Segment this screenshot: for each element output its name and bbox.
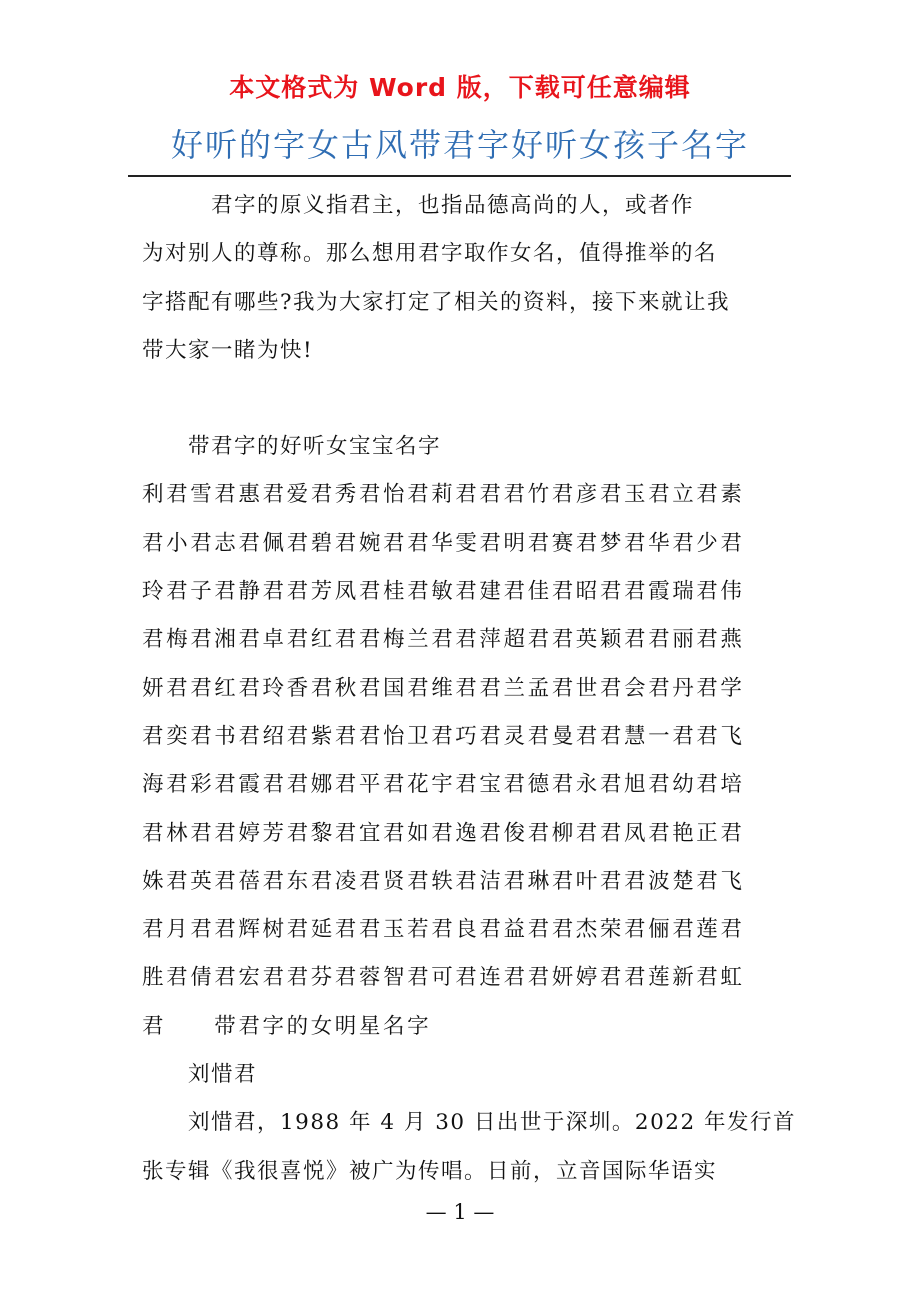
name-line: 君小君志君佩君碧君婉君君华雯君明君赛君梦君华君少君 — [142, 530, 745, 556]
name-line: 海君彩君霞君君娜君平君花宇君宝君德君永君旭君幼君培 — [142, 772, 745, 798]
name-line: 利君雪君惠君爱君秀君怡君莉君君君竹君彦君玉君立君素 — [142, 482, 745, 508]
name-line: 妍君君红君玲香君秋君国君维君君兰孟君世君会君丹君学 — [142, 675, 745, 701]
name-line-with-heading: 君 带君字的女明星名字 — [142, 1013, 432, 1039]
star-subheading: 刘惜君 — [142, 1062, 258, 1088]
document-title: 好听的字女古风带君字好听女孩子名字 — [170, 126, 749, 164]
text-line: 带大家一睹为快! — [142, 337, 314, 363]
blank-line — [142, 375, 782, 423]
name-line: 胜君倩君宏君君芬君蓉智君可君连君君妍婷君君莲新君虹 — [142, 965, 745, 991]
text-line: 君字的原义指君主，也指品德高尚的人，或者作 — [142, 193, 695, 218]
name-line: 姝君英君蓓君东君凌君贤君轶君洁君琳君叶君君波楚君飞 — [142, 868, 745, 894]
name-list — [142, 471, 782, 1051]
intro-paragraph — [142, 182, 782, 375]
bio-line: 刘惜君，1988 年 4 月 30 日出世于深圳。2022 年发行首 — [142, 1110, 796, 1136]
name-line: 君奕君书君绍君紫君君怡卫君巧君灵君曼君君慧一君君飞 — [142, 723, 745, 749]
name-line: 玲君子君静君君芳凤君桂君敏君建君佳君昭君君霞瑞君伟 — [142, 579, 745, 605]
name-line: 君梅君湘君卓君红君君梅兰君君萍超君君英颖君君丽君燕 — [142, 627, 745, 653]
section-heading: 带君字的好听女宝宝名字 — [142, 434, 442, 460]
title-divider — [128, 175, 791, 177]
document-body — [142, 182, 796, 1196]
page-number: — 1 — — [425, 1200, 495, 1224]
bio-line: 张专辑《我很喜悦》被广为传唱。日前，立音国际华语实 — [142, 1158, 718, 1184]
name-line: 君林君君婷芳君黎君宜君如君逸君俊君柳君君凤君艳正君 — [142, 820, 745, 846]
text-line: 为对别人的尊称。那么想用君字取作女名，值得推举的名 — [142, 241, 718, 267]
format-notice-banner: 本文格式为 Word 版，下载可任意编辑 — [229, 73, 691, 102]
text-line: 字搭配有哪些?我为大家打定了相关的资料，接下来就让我 — [142, 289, 731, 315]
name-line: 君月君君辉树君延君君玉若君良君益君君杰荣君俪君莲君 — [142, 917, 745, 943]
